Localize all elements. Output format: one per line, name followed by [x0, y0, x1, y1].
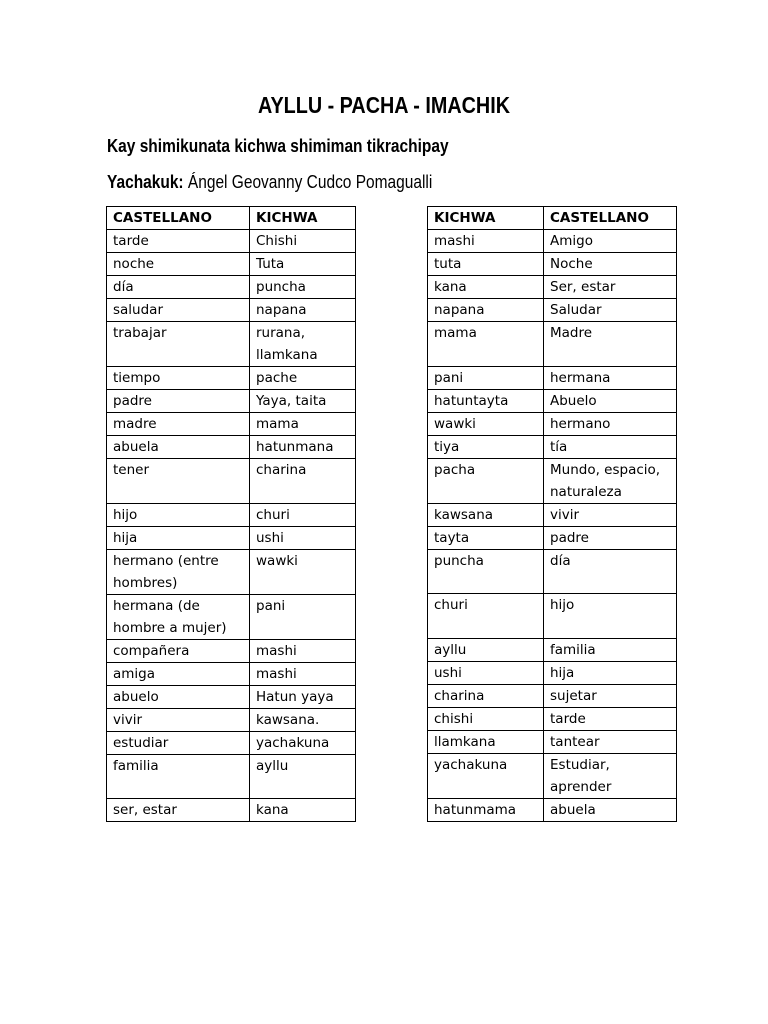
table-row — [428, 299, 677, 322]
table-cell: wawki — [428, 412, 544, 435]
instruction-subtitle: Kay shimikunata kichwa shimiman tikrachipay — [107, 136, 449, 156]
table-cell: ser, estar — [107, 799, 250, 822]
table-cell: Yaya, taita — [250, 390, 356, 413]
table-cell: compañera — [107, 639, 250, 662]
table-cell: Estudiar, aprender — [544, 753, 677, 798]
table-cell: Hatun yaya — [250, 685, 356, 708]
author-line — [107, 172, 432, 193]
author-name: Ángel Geovanny Cudco Pomagualli — [187, 172, 433, 192]
table-row — [428, 730, 677, 753]
table-cell: Noche — [544, 253, 677, 276]
table-cell: Amigo — [544, 230, 677, 253]
table-row — [107, 799, 356, 822]
table-cell: Ser, estar — [544, 276, 677, 299]
castellano-kichwa-table — [106, 206, 356, 822]
table-cell: puncha — [428, 549, 544, 594]
table-row — [107, 594, 356, 639]
table-cell: tiya — [428, 435, 544, 458]
table-cell: mama — [428, 322, 544, 367]
table-cell: hermano — [544, 412, 677, 435]
table-cell: ushi — [250, 526, 356, 549]
table-row — [428, 322, 677, 367]
table-cell: tarde — [544, 707, 677, 730]
table-cell: tuta — [428, 253, 544, 276]
table-row — [107, 526, 356, 549]
table-cell: padre — [107, 390, 250, 413]
table-cell: abuela — [544, 798, 677, 821]
table-cell: sujetar — [544, 684, 677, 707]
table-row — [107, 708, 356, 731]
table-cell: kawsana. — [250, 708, 356, 731]
table-row — [428, 503, 677, 526]
table-cell: kana — [250, 799, 356, 822]
table-cell: wawki — [250, 549, 356, 594]
table-row — [428, 661, 677, 684]
table-row — [428, 753, 677, 798]
table-cell: tantear — [544, 730, 677, 753]
table-header-row — [428, 207, 677, 230]
table-row — [428, 389, 677, 412]
table-row — [107, 754, 356, 799]
table-cell: noche — [107, 253, 250, 276]
table-cell: pani — [428, 366, 544, 389]
table-cell: mashi — [428, 230, 544, 253]
table-cell: kana — [428, 276, 544, 299]
table-cell: vivir — [107, 708, 250, 731]
table-cell: día — [107, 276, 250, 299]
table-row — [107, 276, 356, 299]
table-row — [428, 526, 677, 549]
table-row — [107, 367, 356, 390]
table-row — [107, 662, 356, 685]
table-row — [428, 366, 677, 389]
table-cell: madre — [107, 413, 250, 436]
table-cell: ayllu — [250, 754, 356, 799]
table-row — [107, 390, 356, 413]
table-row — [428, 594, 677, 639]
table-cell: charina — [428, 684, 544, 707]
table-cell: hatunmana — [250, 436, 356, 459]
table-cell: hermana (de hombre a mujer) — [107, 594, 250, 639]
table-cell: Saludar — [544, 299, 677, 322]
table-header-row — [107, 207, 356, 230]
table-cell: churi — [428, 594, 544, 639]
table-cell: tener — [107, 459, 250, 504]
column-header: KICHWA — [428, 207, 544, 230]
table-row — [107, 459, 356, 504]
table-row — [107, 253, 356, 276]
table-cell: yachakuna — [428, 753, 544, 798]
table-row — [428, 549, 677, 594]
table-row — [428, 707, 677, 730]
table-cell: tía — [544, 435, 677, 458]
table-cell: saludar — [107, 299, 250, 322]
table-cell: día — [544, 549, 677, 594]
table-row — [428, 276, 677, 299]
table-cell: hijo — [107, 503, 250, 526]
table-cell: rurana, llamkana — [250, 322, 356, 367]
table-cell: familia — [107, 754, 250, 799]
table-cell: napana — [250, 299, 356, 322]
table-cell: ayllu — [428, 638, 544, 661]
author-label: Yachakuk: — [107, 172, 184, 192]
table-cell: hijo — [544, 594, 677, 639]
table-cell: Chishi — [250, 230, 356, 253]
table-cell: hermana — [544, 366, 677, 389]
table-row — [428, 435, 677, 458]
table-row — [428, 253, 677, 276]
table-row — [107, 731, 356, 754]
table-row — [107, 436, 356, 459]
table-row — [428, 412, 677, 435]
table-row — [428, 638, 677, 661]
table-cell: mashi — [250, 662, 356, 685]
table-cell: trabajar — [107, 322, 250, 367]
table-cell: kawsana — [428, 503, 544, 526]
table-row — [107, 549, 356, 594]
table-cell: vivir — [544, 503, 677, 526]
column-header: CASTELLANO — [544, 207, 677, 230]
table-cell: Mundo, espacio, naturaleza — [544, 458, 677, 503]
table-cell: ushi — [428, 661, 544, 684]
table-cell: Abuelo — [544, 389, 677, 412]
table-cell: hatunmama — [428, 798, 544, 821]
table-row — [107, 503, 356, 526]
table-cell: llamkana — [428, 730, 544, 753]
table-row — [107, 299, 356, 322]
table-cell: churi — [250, 503, 356, 526]
table-cell: mama — [250, 413, 356, 436]
table-cell: amiga — [107, 662, 250, 685]
table-cell: napana — [428, 299, 544, 322]
table-row — [107, 413, 356, 436]
table-cell: hatuntayta — [428, 389, 544, 412]
table-cell: chishi — [428, 707, 544, 730]
table-row — [428, 798, 677, 821]
table-cell: abuelo — [107, 685, 250, 708]
kichwa-castellano-table — [427, 206, 677, 822]
table-row — [107, 322, 356, 367]
table-cell: pacha — [428, 458, 544, 503]
table-cell: pani — [250, 594, 356, 639]
table-cell: charina — [250, 459, 356, 504]
table-cell: hija — [107, 526, 250, 549]
table-row — [107, 230, 356, 253]
table-cell: padre — [544, 526, 677, 549]
page-title: AYLLU - PACHA - IMACHIK — [257, 92, 511, 118]
table-row — [428, 230, 677, 253]
table-cell: familia — [544, 638, 677, 661]
table-cell: tiempo — [107, 367, 250, 390]
table-cell: yachakuna — [250, 731, 356, 754]
table-cell: Tuta — [250, 253, 356, 276]
column-header: KICHWA — [250, 207, 356, 230]
column-header: CASTELLANO — [107, 207, 250, 230]
table-cell: tayta — [428, 526, 544, 549]
table-cell: estudiar — [107, 731, 250, 754]
table-cell: hermano (entre hombres) — [107, 549, 250, 594]
table-row — [428, 684, 677, 707]
table-row — [107, 639, 356, 662]
table-cell: pache — [250, 367, 356, 390]
table-cell: Madre — [544, 322, 677, 367]
table-cell: hija — [544, 661, 677, 684]
table-cell: puncha — [250, 276, 356, 299]
table-cell: mashi — [250, 639, 356, 662]
table-row — [107, 685, 356, 708]
table-cell: tarde — [107, 230, 250, 253]
table-row — [428, 458, 677, 503]
table-cell: abuela — [107, 436, 250, 459]
